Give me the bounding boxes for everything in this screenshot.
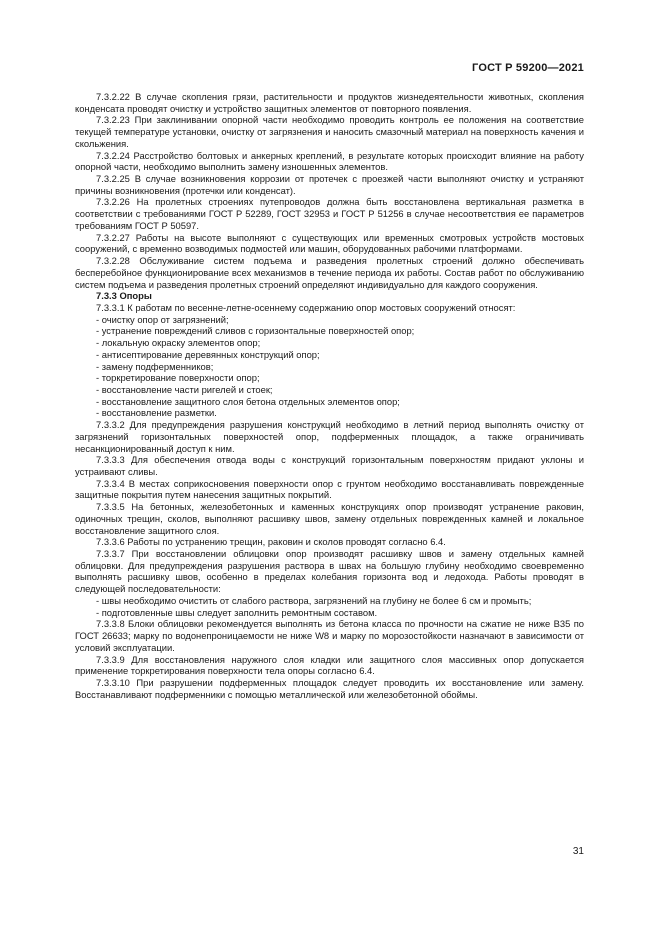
list-item: - восстановление разметки.: [96, 407, 217, 419]
list-item: - торкретирование поверхности опор;: [96, 372, 260, 384]
paragraph: 7.3.2.25 В случае возникновения коррозии от протечек с проезжей части выполняют очистку и устраняют причины возникновения (протечки или конденсат).: [75, 173, 584, 196]
list-item: - антисептирование деревянных конструкций опор;: [96, 348, 320, 360]
list-item: - устранение повреждений сливов с горизонтальные поверхностей опор;: [96, 325, 415, 337]
paragraph: 7.3.2.23 При заклинивании опорной части необходимо проводить контроль ее положения на соответствие текущей температуре установки, очистку от загрязнения и наносить смазочный материал на поверхность качения и скольжения.: [75, 114, 584, 149]
paragraph: 7.3.2.24 Расстройство болтовых и анкерных креплений, в результате которых происходит влияние на работу опорной части, необходимо выполнить замену изношенных элементов.: [75, 149, 584, 173]
document-body: [75, 91, 584, 700]
paragraph: 7.3.2.26 На пролетных строениях путепроводов должна быть восстановлена вертикальная разметка в соответствии с требованиями ГОСТ Р 52289, ГОСТ 32953 и ГОСТ Р 51256 в случае несоответствия ее параметров требованиям ГОСТ Р 50597.: [75, 196, 584, 231]
list-item: - восстановление защитного слоя бетона отдельных элементов опор;: [96, 395, 400, 407]
page-number: 31: [572, 846, 584, 857]
list-item: - очистку опор от загрязнений;: [96, 313, 229, 325]
section-heading: 7.3.3 Опоры: [96, 290, 152, 302]
paragraph: 7.3.3.5 На бетонных, железобетонных и каменных конструкциях опор производят устранение раковин, одиночных трещин, сколов, выполняют расшивку швов, замену отдельных поврежденных камней и локальное восстановление защитного слоя.: [75, 501, 584, 536]
paragraph: 7.3.3.1 К работам по весенне-летне-осеннему содержанию опор мостовых сооружений относят:: [96, 301, 516, 313]
list-item: - подготовленные швы следует заполнить ремонтным составом.: [96, 606, 378, 618]
list-item: - швы необходимо очистить от слабого раствора, загрязнений на глубину не более 6 см и промыть;: [96, 594, 532, 606]
list-item: - замену подферменников;: [96, 360, 214, 372]
paragraph: 7.3.2.22 В случае скопления грязи, растительности и продуктов жизнедеятельности животных, скопления конденсата проводят очистку и устройство защитных элементов от повторного появления.: [75, 91, 584, 114]
paragraph: 7.3.3.10 При разрушении подферменных площадок следует проводить их восстановление или замену. Восстанавливают подферменники с помощью металлической или железобетонной обоймы.: [75, 676, 584, 700]
paragraph: 7.3.3.8 Блоки облицовки рекомендуется выполнять из бетона класса по прочности на сжатие не ниже В35 по ГОСТ 26633; марку по водонепроницаемости не ниже W8 и марку по морозостойкости назначают в зависимости от условий эксплуатации.: [75, 618, 584, 653]
paragraph: 7.3.3.9 Для восстановления наружного слоя кладки или защитного слоя массивных опор допускается применение торкретирования поверхности тела опоры согласно 6.4.: [75, 653, 584, 677]
paragraph: 7.3.3.7 При восстановлении облицовки опор производят расшивку швов и замену отдельных камней облицовки. Для предупреждения разрушения раствора в швах на большую глубину необходимо своевременно выполнять расшивку швов, особенно в пределах колебания горизонта вод и ледохода. Работы проводят в следующей последовательности:: [75, 548, 584, 595]
paragraph: 7.3.2.27 Работы на высоте выполняют с существующих или временных смотровых устройств мостовых сооружений, с временно возводимых подмостей или машин, оборудованных рабочими платформами.: [75, 231, 584, 255]
paragraph: 7.3.3.4 В местах соприкосновения поверхности опор с грунтом необходимо восстанавливать поврежденные защитные покрытия путем нанесения защитных покрытий.: [75, 477, 584, 501]
paragraph: 7.3.3.6 Работы по устранению трещин, раковин и сколов проводят согласно 6.4.: [96, 536, 446, 548]
paragraph: 7.3.3.2 Для предупреждения разрушения конструкций необходимо в летний период выполнять очистку от загрязнений горизонтальных поверхностей опор, подферменных площадок, а также ограничивать несанкционированный доступ к ним.: [75, 419, 584, 454]
list-item: - восстановление части ригелей и стоек;: [96, 383, 273, 395]
paragraph: 7.3.2.28 Обслуживание систем подъема и разведения пролетных строений должно обеспечивать бесперебойное функционирование всех механизмов в течение периода их работы. Состав работ по обслуживанию систем подъема и разведения пролетных строений определяют индивидуально для каждого сооружения.: [75, 255, 584, 290]
document-code: ГОСТ Р 59200—2021: [472, 62, 584, 74]
paragraph: 7.3.3.3 Для обеспечения отвода воды с конструкций горизонтальным поверхностям придают уклоны и устраивают сливы.: [75, 454, 584, 477]
list-item: - локальную окраску элементов опор;: [96, 337, 261, 349]
